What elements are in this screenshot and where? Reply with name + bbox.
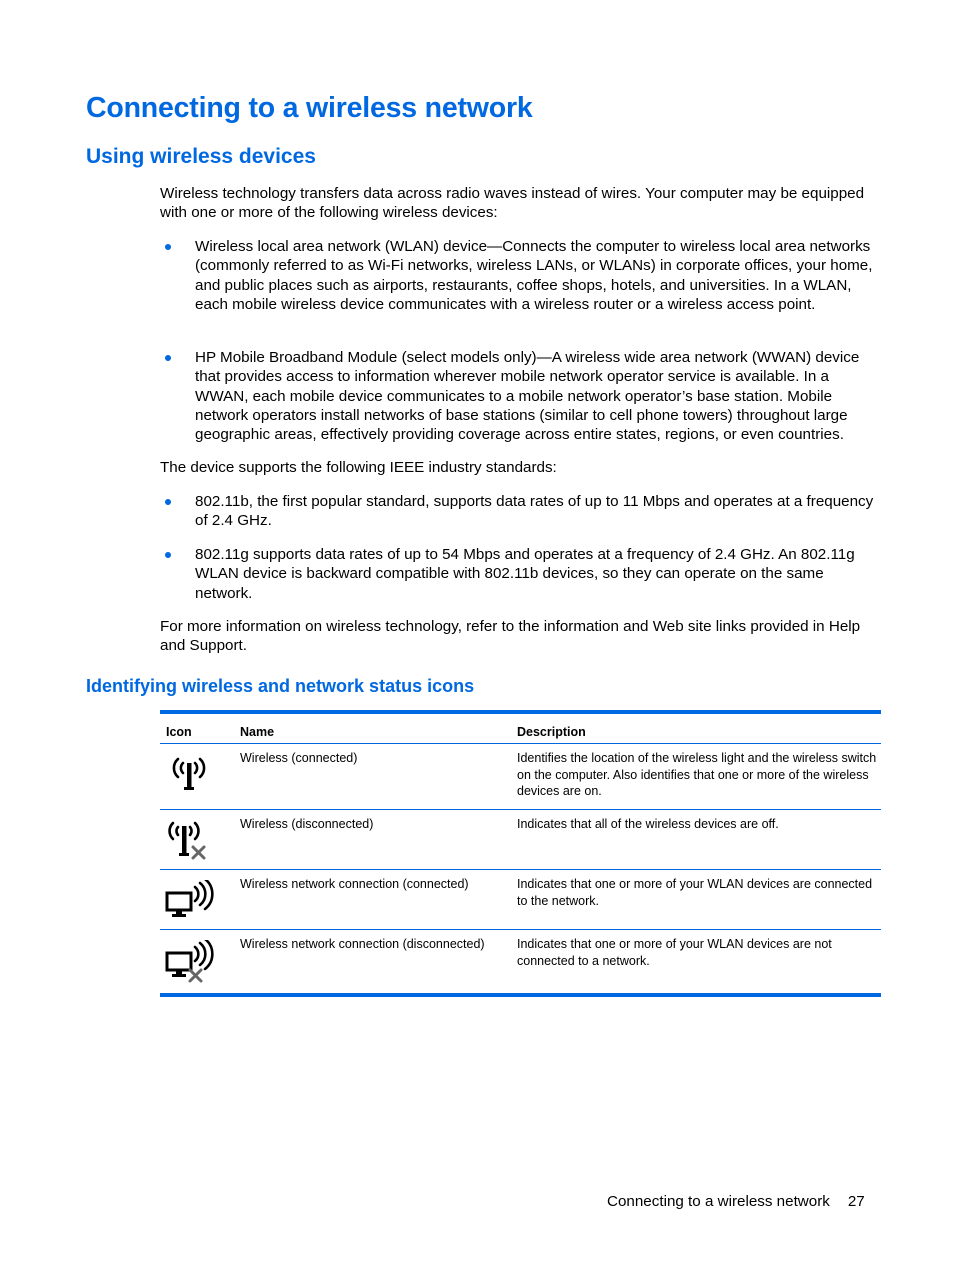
page-heading: Connecting to a wireless network bbox=[86, 92, 533, 124]
intro-paragraph: Wireless technology transfers data across radio waves instead of wires. Your computer may be equipped with one or more of the following wireless devices: bbox=[160, 185, 865, 222]
table-row bbox=[160, 930, 881, 993]
standards-intro: The device supports the following IEEE industry standards: bbox=[160, 459, 557, 476]
footer-title: Connecting to a wireless network bbox=[607, 1193, 830, 1210]
list-item-text: Wireless local area network (WLAN) device—Connects the computer to wireless local area networks (commonly referred to as Wi-Fi networks, wireless LANs, or WLANs) in corporate offices, your home, and public places such as airports, restaurants, coffee shops, hotels, and universities. In a WLAN, each mobile wireless device communicates with a wireless router or a wireless access point. bbox=[195, 238, 873, 313]
row-description: Indicates that one or more of your WLAN devices are not connected to a network. bbox=[517, 937, 832, 968]
table-row bbox=[160, 810, 881, 870]
wireless-disconnected-icon bbox=[164, 820, 214, 864]
row-description: Identifies the location of the wireless light and the wireless switch on the computer. Also identifies that one or more of the wireless devices are on. bbox=[517, 751, 877, 798]
more-info-paragraph: For more information on wireless technology, refer to the information and Web site links provided in Help and Support. bbox=[160, 618, 861, 655]
list-item-text: 802.11g supports data rates of up to 54 Mbps and operates at a frequency of 2.4 GHz. An 802.11g WLAN device is backward compatible with 802.11b devices, so they can operate on the same network. bbox=[195, 546, 855, 602]
list-item-text: HP Mobile Broadband Module (select models only)—A wireless wide area network (WWAN) device that provides access to information wherever mobile network operator service is available. In a WWAN, each mobile device communicates to a mobile network operator’s base station. Mobile network operators install networks of base stations (similar to cell phone towers) throughout large geographic areas, effectively providing coverage across entire states, regions, or even countries. bbox=[195, 349, 860, 444]
bullet-icon bbox=[165, 355, 171, 361]
network-connected-icon bbox=[164, 880, 214, 924]
row-description: Indicates that all of the wireless devices are off. bbox=[517, 817, 779, 831]
table-row bbox=[160, 870, 881, 930]
subsection-title: Identifying wireless and network status icons bbox=[86, 676, 475, 696]
row-name: Wireless (disconnected) bbox=[240, 817, 374, 831]
bullet-icon bbox=[165, 552, 171, 558]
network-disconnected-icon bbox=[164, 940, 214, 984]
list-item-text: 802.11b, the first popular standard, supports data rates of up to 11 Mbps and operates at a frequency of 2.4 GHz. bbox=[195, 493, 874, 530]
bullet-icon bbox=[165, 244, 171, 250]
section-title: Using wireless devices bbox=[86, 145, 316, 168]
row-name: Wireless network connection (connected) bbox=[240, 877, 469, 891]
row-name: Wireless network connection (disconnected) bbox=[240, 937, 485, 951]
row-name: Wireless (connected) bbox=[240, 751, 358, 765]
bullet-icon bbox=[165, 499, 171, 505]
page-number: 27 bbox=[847, 1193, 865, 1210]
wireless-connected-icon bbox=[164, 754, 214, 798]
header-icon: Icon bbox=[166, 725, 192, 739]
status-icons-table bbox=[160, 710, 881, 997]
page-footer bbox=[607, 1193, 865, 1210]
header-description: Description bbox=[517, 725, 586, 739]
row-description: Indicates that one or more of your WLAN devices are connected to the network. bbox=[517, 877, 873, 908]
header-name: Name bbox=[240, 725, 275, 739]
table-header bbox=[160, 714, 881, 744]
table-row bbox=[160, 744, 881, 810]
